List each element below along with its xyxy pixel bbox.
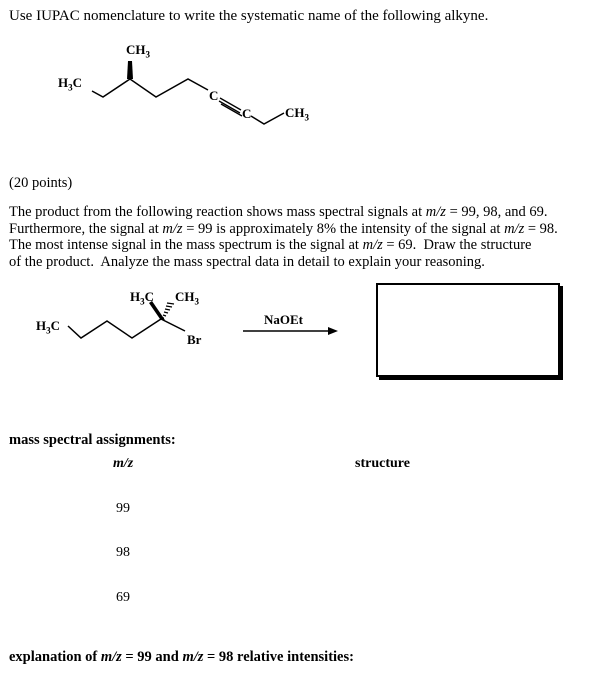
alkyne-carbon-left: C xyxy=(209,88,219,103)
structure-column-header: structure xyxy=(355,456,410,471)
assignments-title: mass spectral assignments: xyxy=(9,432,176,448)
mz-value: 98 xyxy=(116,545,130,560)
paragraph-line-2: Furthermore, the signal at m/z = 99 is approximately 8% the intensity of the signal at m/z = 98. xyxy=(9,220,558,237)
reagent-label: NaOEt xyxy=(264,312,303,327)
h3c-left-label: $H_3C$ xyxy=(58,75,83,93)
h3c-top-label: $H_3C$ xyxy=(130,289,155,307)
question1-prompt: Use IUPAC nomenclature to write the systematic name of the following alkyne. xyxy=(9,8,489,24)
paragraph-line-3: The most intense signal in the mass spectrum is the signal at m/z = 69. Draw the structure xyxy=(9,237,532,253)
mz-value: 99 xyxy=(116,501,130,516)
paragraph-line-4: of the product. Analyze the mass spectral data in detail to explain your reasoning. xyxy=(9,253,485,270)
h3c-chain-label: $H_3C$ xyxy=(36,318,61,336)
ch3-top-right-label: $CH_3$ xyxy=(175,289,199,307)
alkyne-carbon-right: C xyxy=(242,106,252,121)
ch3-top-label: $CH_3$ xyxy=(126,42,150,60)
br-label: Br xyxy=(187,332,202,347)
ch3-right-label: $CH_3$ xyxy=(285,105,309,123)
paragraph-line-1: The product from the following reaction shows mass spectral signals at m/z = 99, 98, and 69. xyxy=(9,204,548,220)
explanation-prompt: explanation of m/z = 99 and m/z = 98 relative intensities: xyxy=(9,649,354,665)
answer-box[interactable] xyxy=(376,283,560,377)
points-label: (20 points) xyxy=(9,175,73,191)
mz-value: 69 xyxy=(116,590,130,605)
mz-column-header: m/z xyxy=(113,456,134,471)
